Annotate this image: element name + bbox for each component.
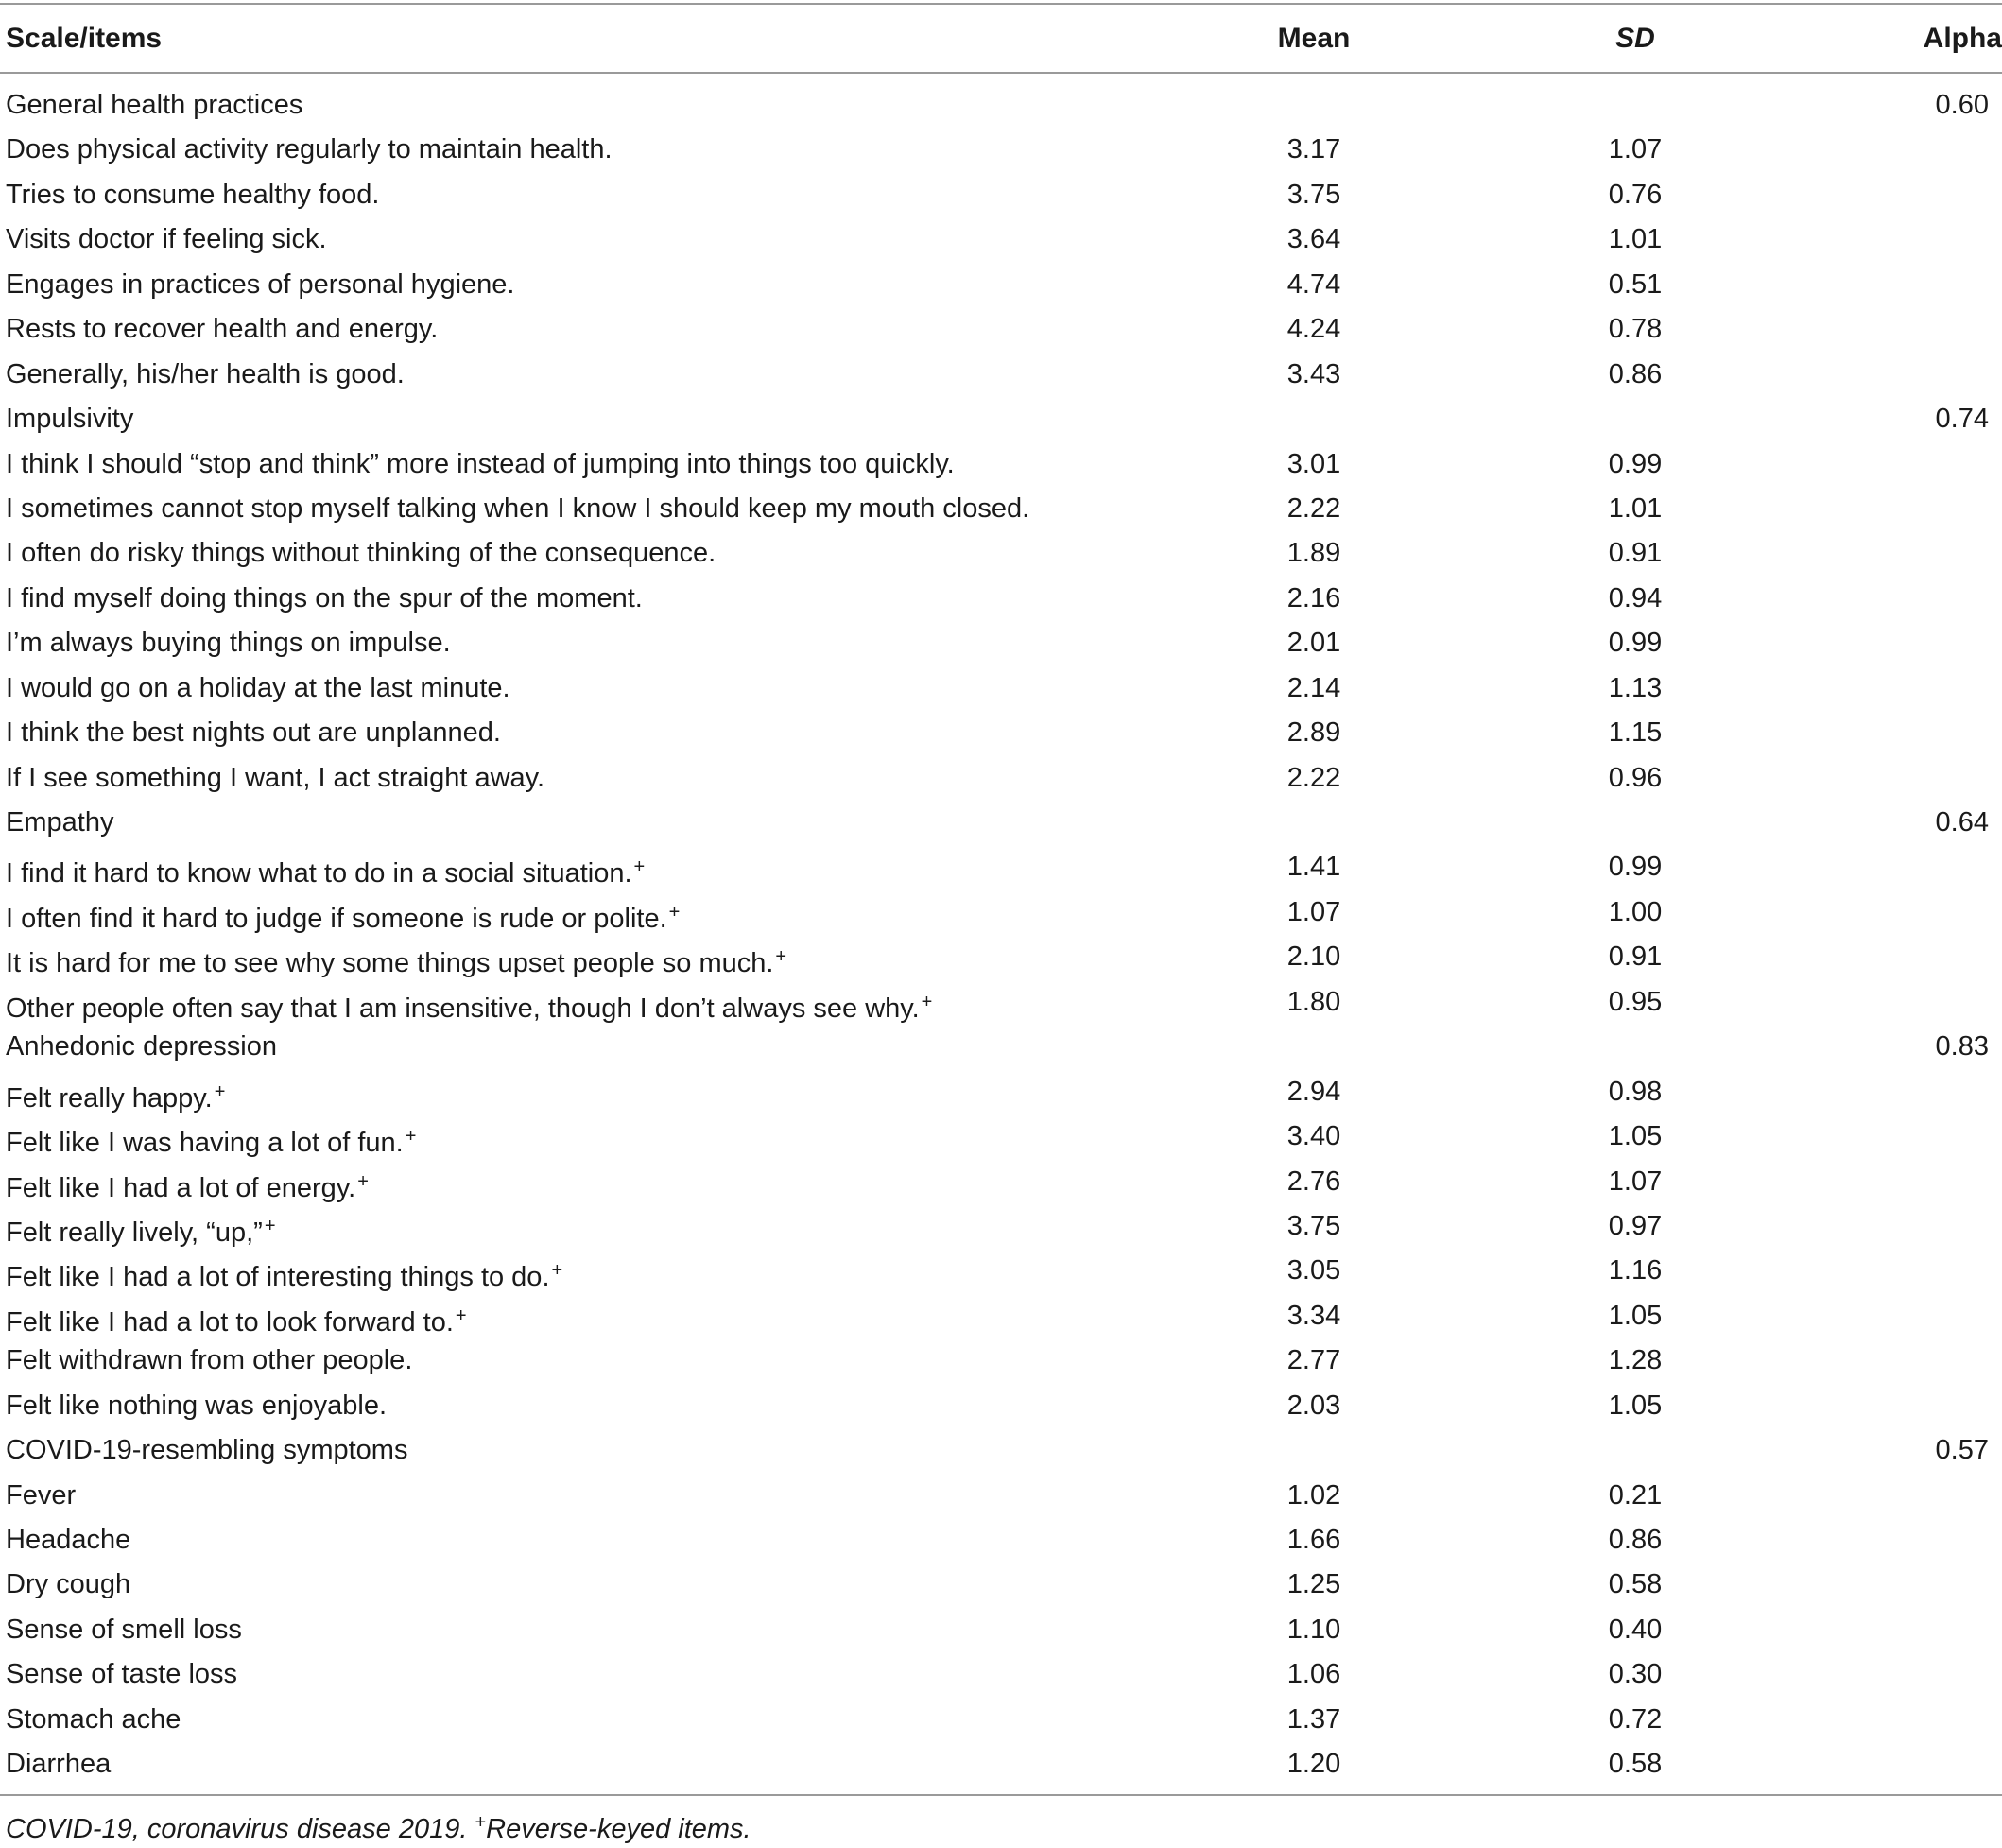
cell-item-text: I often do risky things without thinking of the consequence. (6, 538, 716, 569)
cell-alpha: 0.74 (1935, 404, 1989, 435)
cell-item (6, 1160, 369, 1211)
table-row (0, 1518, 2002, 1563)
cell-item-text: Felt withdrawn from other people. (6, 1345, 413, 1376)
table-row (0, 1249, 2002, 1293)
cell-sd: 1.07 (1608, 134, 1663, 165)
cell-item-text: General health practices (6, 90, 303, 120)
cell-mean: 3.17 (1286, 134, 1341, 165)
table-row (0, 263, 2002, 307)
table-row (0, 1114, 2002, 1159)
cell-item-text: Dry cough (6, 1569, 131, 1600)
cell-mean: 1.89 (1286, 538, 1341, 569)
cell-item-text: Felt like I had a lot to look forward to. (6, 1306, 454, 1338)
cell-item (6, 128, 613, 172)
cell-item (6, 1114, 416, 1166)
cell-item-text: Diarrhea (6, 1749, 112, 1780)
cell-mean: 2.89 (1286, 717, 1341, 749)
cell-item-text: Does physical activity regularly to maintain health. (6, 134, 613, 165)
table-row (0, 711, 2002, 755)
cell-mean: 4.74 (1286, 268, 1341, 300)
table-row (0, 1070, 2002, 1114)
cell-mean: 4.24 (1286, 314, 1341, 345)
reverse-keyed-mark: + (357, 1170, 369, 1192)
cell-sd: 0.99 (1608, 448, 1663, 479)
cell-sd: 0.91 (1608, 538, 1663, 569)
footnote-mark: + (475, 1812, 487, 1833)
cell-mean: 1.10 (1286, 1614, 1341, 1645)
cell-sd: 1.05 (1608, 1390, 1663, 1421)
reverse-keyed-mark: + (775, 946, 787, 968)
table-row (0, 845, 2002, 889)
cell-item (6, 577, 643, 621)
cell-mean: 2.94 (1286, 1076, 1341, 1107)
footnote-text-2: Reverse-keyed items. (486, 1814, 751, 1844)
cell-item-text: Sense of smell loss (6, 1614, 242, 1645)
cell-item-text: Fever (6, 1479, 77, 1511)
cell-item-text: Felt like I was having a lot of fun. (6, 1128, 404, 1159)
cell-mean: 2.22 (1286, 762, 1341, 793)
table-row (0, 1698, 2002, 1742)
table-header-row (0, 11, 2002, 66)
cell-item-text: Felt like I had a lot of energy. (6, 1172, 356, 1203)
cell-alpha: 0.60 (1935, 90, 1989, 120)
cell-alpha: 0.57 (1935, 1435, 1989, 1466)
cell-item (6, 801, 113, 845)
cell-item-text: I would go on a holiday at the last minute. (6, 672, 510, 703)
cell-item-text: Visits doctor if feeling sick. (6, 224, 327, 255)
table-row (0, 1742, 2002, 1787)
reverse-keyed-mark: + (214, 1080, 226, 1102)
cell-item (6, 1652, 237, 1697)
cell-item-text: I think I should “stop and think” more instead of jumping into things too quickly. (6, 448, 955, 479)
cell-sd: 1.16 (1608, 1255, 1663, 1287)
cell-item (6, 1384, 387, 1428)
cell-item-text: Rests to recover health and energy. (6, 314, 439, 345)
cell-sd: 0.86 (1608, 1525, 1663, 1555)
table-row (0, 531, 2002, 576)
cell-sd: 0.97 (1608, 1210, 1663, 1241)
cell-sd: 0.78 (1608, 314, 1663, 345)
cell-item-text: Felt really lively, “up,” (6, 1217, 263, 1248)
cell-item (6, 487, 1029, 531)
cell-item (6, 1294, 467, 1345)
table-row (0, 1608, 2002, 1652)
cell-item-text: I’m always buying things on impulse. (6, 628, 451, 659)
table-row (0, 1160, 2002, 1204)
cell-item (6, 83, 302, 128)
cell-item (6, 1339, 412, 1383)
cell-sd: 0.51 (1608, 268, 1663, 300)
scale-header-row (0, 1025, 2002, 1069)
cell-item (6, 756, 544, 801)
cell-item (6, 1742, 111, 1787)
cell-item (6, 1025, 277, 1069)
cell-sd: 1.07 (1608, 1166, 1663, 1197)
cell-item (6, 1428, 407, 1473)
table-row (0, 128, 2002, 172)
table-row (0, 1204, 2002, 1249)
cell-item (6, 353, 405, 397)
cell-mean: 3.75 (1286, 1210, 1341, 1241)
table-row (0, 980, 2002, 1025)
cell-item (6, 1070, 225, 1121)
cell-sd: 0.86 (1608, 358, 1663, 389)
scale-header-row (0, 1428, 2002, 1473)
scale-header-row (0, 397, 2002, 441)
table-footnote (6, 1804, 751, 1848)
cell-item (6, 397, 133, 441)
cell-item (6, 711, 501, 755)
cell-sd: 1.01 (1608, 492, 1663, 524)
reverse-keyed-mark: + (921, 991, 933, 1012)
cell-item (6, 263, 514, 307)
table-row (0, 353, 2002, 397)
cell-item-text: Engages in practices of personal hygiene. (6, 268, 515, 300)
cell-item (6, 621, 451, 665)
header-alpha: Alpha (1923, 23, 2002, 54)
cell-item (6, 845, 645, 896)
table-row (0, 1474, 2002, 1518)
cell-sd: 0.76 (1608, 179, 1663, 210)
cell-mean: 3.43 (1286, 358, 1341, 389)
cell-alpha: 0.83 (1935, 1031, 1989, 1062)
cell-mean: 3.05 (1286, 1255, 1341, 1287)
cell-item (6, 1608, 242, 1652)
cell-sd: 0.91 (1608, 941, 1663, 973)
cell-mean: 1.07 (1286, 896, 1341, 927)
cell-item-text: Anhedonic depression (6, 1031, 277, 1062)
reverse-keyed-mark: + (633, 856, 646, 878)
cell-mean: 2.14 (1286, 672, 1341, 703)
footnote-text: COVID-19, coronavirus disease 2019. (6, 1814, 475, 1844)
cell-mean: 2.76 (1286, 1166, 1341, 1197)
cell-mean: 2.10 (1286, 941, 1341, 973)
cell-item-text: I sometimes cannot stop myself talking when I know I should keep my mouth closed. (6, 492, 1030, 524)
cell-item (6, 217, 327, 262)
table-row (0, 307, 2002, 352)
reverse-keyed-mark: + (405, 1126, 417, 1148)
cell-sd: 0.95 (1608, 986, 1663, 1017)
cell-item (6, 890, 680, 941)
cell-item-text: Generally, his/her health is good. (6, 358, 405, 389)
cell-sd: 1.01 (1608, 224, 1663, 255)
cell-item (6, 1249, 562, 1300)
cell-item (6, 173, 379, 217)
cell-item-text: It is hard for me to see why some things upset people so much. (6, 948, 774, 979)
cell-alpha: 0.64 (1935, 807, 1989, 838)
scale-header-row (0, 801, 2002, 845)
cell-sd: 0.21 (1608, 1479, 1663, 1511)
table-row (0, 173, 2002, 217)
cell-mean: 3.34 (1286, 1300, 1341, 1331)
cell-sd: 0.99 (1608, 628, 1663, 659)
cell-item-text: Felt like I had a lot of interesting things to do. (6, 1262, 550, 1293)
table-row (0, 1384, 2002, 1428)
table-row (0, 1339, 2002, 1383)
cell-item-text: Impulsivity (6, 404, 134, 435)
reverse-keyed-mark: + (264, 1215, 276, 1236)
cell-item (6, 1204, 276, 1255)
reverse-keyed-mark: + (668, 901, 681, 923)
cell-item-text: I find it hard to know what to do in a social situation. (6, 858, 632, 889)
table-row (0, 756, 2002, 801)
header-sd: SD (1615, 23, 1655, 54)
cell-sd: 1.28 (1608, 1345, 1663, 1376)
cell-mean: 1.06 (1286, 1659, 1341, 1690)
cell-item (6, 1518, 130, 1563)
cell-sd: 0.72 (1608, 1703, 1663, 1735)
reverse-keyed-mark: + (455, 1304, 467, 1326)
cell-item (6, 307, 438, 352)
cell-item (6, 531, 716, 576)
cell-sd: 1.05 (1608, 1121, 1663, 1152)
table-top-rule (0, 3, 2002, 5)
table-row (0, 666, 2002, 711)
cell-mean: 2.22 (1286, 492, 1341, 524)
table-row (0, 890, 2002, 935)
cell-item (6, 980, 932, 1031)
cell-item-text: I think the best nights out are unplanned. (6, 717, 501, 749)
scale-header-row (0, 83, 2002, 128)
cell-sd: 0.99 (1608, 852, 1663, 883)
cell-mean: 3.75 (1286, 179, 1341, 210)
cell-sd: 0.94 (1608, 582, 1663, 613)
table-row (0, 217, 2002, 262)
cell-mean: 1.66 (1286, 1525, 1341, 1555)
cell-item-text: Felt really happy. (6, 1082, 213, 1114)
cell-mean: 1.20 (1286, 1749, 1341, 1780)
cell-mean: 2.77 (1286, 1345, 1341, 1376)
cell-sd: 1.15 (1608, 717, 1663, 749)
cell-sd: 0.98 (1608, 1076, 1663, 1107)
cell-item-text: Stomach ache (6, 1703, 181, 1735)
cell-item (6, 1474, 76, 1518)
cell-item (6, 442, 955, 487)
cell-sd: 0.96 (1608, 762, 1663, 793)
cell-mean: 3.01 (1286, 448, 1341, 479)
cell-item (6, 935, 786, 986)
cell-item-text: If I see something I want, I act straight away. (6, 762, 545, 793)
cell-mean: 3.64 (1286, 224, 1341, 255)
table-row (0, 935, 2002, 979)
cell-sd: 1.05 (1608, 1300, 1663, 1331)
table-body (0, 83, 2002, 1788)
cell-mean: 1.25 (1286, 1569, 1341, 1600)
cell-item-text: I find myself doing things on the spur of the moment. (6, 582, 643, 613)
cell-sd: 0.30 (1608, 1659, 1663, 1690)
cell-item (6, 666, 510, 711)
cell-mean: 1.41 (1286, 852, 1341, 883)
cell-item-text: Sense of taste loss (6, 1659, 238, 1690)
cell-sd: 1.00 (1608, 896, 1663, 927)
table-row (0, 1652, 2002, 1697)
cell-mean: 1.37 (1286, 1703, 1341, 1735)
table-row (0, 1563, 2002, 1607)
header-item: Scale/items (6, 23, 163, 54)
table-row (0, 577, 2002, 621)
cell-item-text: Empathy (6, 807, 114, 838)
table-row (0, 487, 2002, 531)
cell-sd: 0.58 (1608, 1569, 1663, 1600)
cell-mean: 2.03 (1286, 1390, 1341, 1421)
table-row (0, 442, 2002, 487)
cell-item-text: Tries to consume healthy food. (6, 179, 380, 210)
cell-item (6, 1698, 181, 1742)
cell-sd: 0.40 (1608, 1614, 1663, 1645)
cell-item-text: Felt like nothing was enjoyable. (6, 1390, 388, 1421)
table-header-rule (0, 72, 2002, 74)
cell-sd: 1.13 (1608, 672, 1663, 703)
cell-item-text: Headache (6, 1525, 131, 1555)
cell-item-text: COVID-19-resembling symptoms (6, 1435, 408, 1466)
table-bottom-rule (0, 1794, 2002, 1796)
cell-mean: 2.01 (1286, 628, 1341, 659)
cell-mean: 2.16 (1286, 582, 1341, 613)
cell-item-text: I often find it hard to judge if someone is rude or polite. (6, 903, 667, 934)
cell-item-text: Other people often say that I am insensitive, though I don’t always see why. (6, 993, 920, 1024)
cell-sd: 0.58 (1608, 1749, 1663, 1780)
cell-mean: 3.40 (1286, 1121, 1341, 1152)
cell-mean: 1.80 (1286, 986, 1341, 1017)
table-row (0, 621, 2002, 665)
table-row (0, 1294, 2002, 1339)
cell-mean: 1.02 (1286, 1479, 1341, 1511)
cell-item (6, 1563, 130, 1607)
header-mean: Mean (1277, 23, 1351, 54)
reverse-keyed-mark: + (551, 1260, 563, 1282)
